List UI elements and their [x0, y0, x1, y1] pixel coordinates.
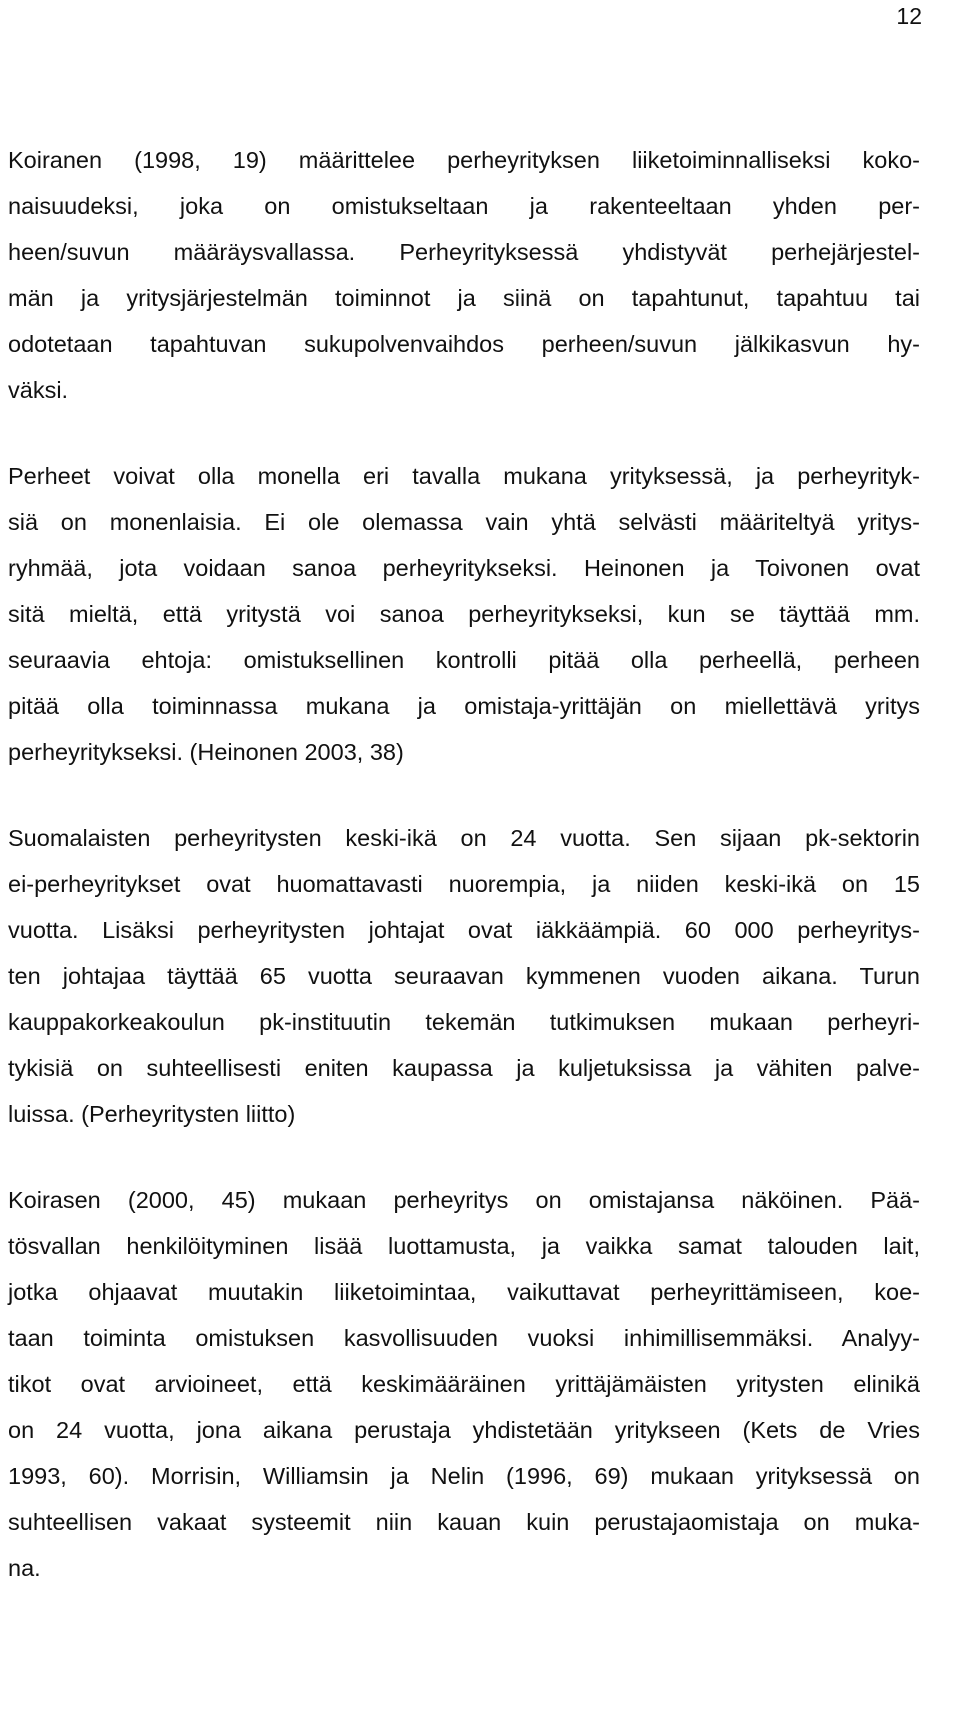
- text-line: ten johtajaa täyttää 65 vuotta seuraavan kymmenen vuoden aikana. Turun: [8, 963, 920, 989]
- body-text: [8, 137, 920, 1591]
- text-line: Koirasen (2000, 45) mukaan perheyritys on omistajansa näköinen. Pää-: [8, 1187, 920, 1213]
- text-line: pitää olla toiminnassa mukana ja omistaja-yrittäjän on miellettävä yritys: [8, 693, 920, 719]
- text-line: väksi.: [8, 377, 69, 403]
- text-line: odotetaan tapahtuvan sukupolvenvaihdos perheen/suvun jälkikasvun hy-: [8, 331, 920, 357]
- text-line: taan toiminta omistuksen kasvollisuuden vuoksi inhimillisemmäksi. Analyy-: [8, 1325, 920, 1351]
- text-line: jotka ohjaavat muutakin liiketoimintaa, vaikuttavat perheyrittämiseen, koe-: [8, 1279, 920, 1305]
- text-line: tykisiä on suhteellisesti eniten kaupassa ja kuljetuksissa ja vähiten palve-: [8, 1055, 920, 1081]
- text-line: ryhmää, jota voidaan sanoa perheyritykseksi. Heinonen ja Toivonen ovat: [8, 555, 920, 581]
- text-line: perheyritykseksi. (Heinonen 2003, 38): [8, 739, 404, 765]
- text-line: heen/suvun määräysvallassa. Perheyrityksessä yhdistyvät perhejärjestel-: [8, 239, 920, 265]
- text-line: tösvallan henkilöityminen lisää luottamusta, ja vaikka samat talouden lait,: [8, 1233, 920, 1259]
- text-line: vuotta. Lisäksi perheyritysten johtajat ovat iäkkäämpiä. 60 000 perheyritys-: [8, 917, 920, 943]
- text-line: naisuudeksi, joka on omistukseltaan ja rakenteeltaan yhden per-: [8, 193, 920, 219]
- text-line: män ja yritysjärjestelmän toiminnot ja siinä on tapahtunut, tapahtuu tai: [8, 285, 920, 311]
- text-line: suhteellisen vakaat systeemit niin kauan kuin perustajaomistaja on muka-: [8, 1509, 920, 1535]
- text-line: na.: [8, 1555, 41, 1581]
- text-line: siä on monenlaisia. Ei ole olemassa vain yhtä selvästi määriteltyä yritys-: [8, 509, 920, 535]
- text-line: luissa. (Perheyritysten liitto): [8, 1101, 296, 1127]
- text-line: kauppakorkeakoulun pk-instituutin tekemän tutkimuksen mukaan perheyri-: [8, 1009, 920, 1035]
- text-line: sitä mieltä, että yritystä voi sanoa perheyritykseksi, kun se täyttää mm.: [8, 601, 920, 627]
- paragraph-1: [8, 137, 920, 413]
- paragraph-4: [8, 1177, 920, 1591]
- paragraph-3: [8, 815, 920, 1137]
- paragraph-2: [8, 453, 920, 775]
- text-line: tikot ovat arvioineet, että keskimääräinen yrittäjämäisten yritysten elinikä: [8, 1371, 920, 1397]
- page-number: 12: [896, 3, 922, 29]
- text-line: Suomalaisten perheyritysten keski-ikä on 24 vuotta. Sen sijaan pk-sektorin: [8, 825, 920, 851]
- text-line: Koiranen (1998, 19) määrittelee perheyrityksen liiketoiminnalliseksi koko-: [8, 147, 920, 173]
- text-line: Perheet voivat olla monella eri tavalla mukana yrityksessä, ja perheyrityk-: [8, 463, 920, 489]
- text-line: ei-perheyritykset ovat huomattavasti nuorempia, ja niiden keski-ikä on 15: [8, 871, 920, 897]
- text-line: on 24 vuotta, jona aikana perustaja yhdistetään yritykseen (Kets de Vries: [8, 1417, 920, 1443]
- text-line: 1993, 60). Morrisin, Williamsin ja Nelin (1996, 69) mukaan yrityksessä on: [8, 1463, 920, 1489]
- text-line: seuraavia ehtoja: omistuksellinen kontrolli pitää olla perheellä, perheen: [8, 647, 920, 673]
